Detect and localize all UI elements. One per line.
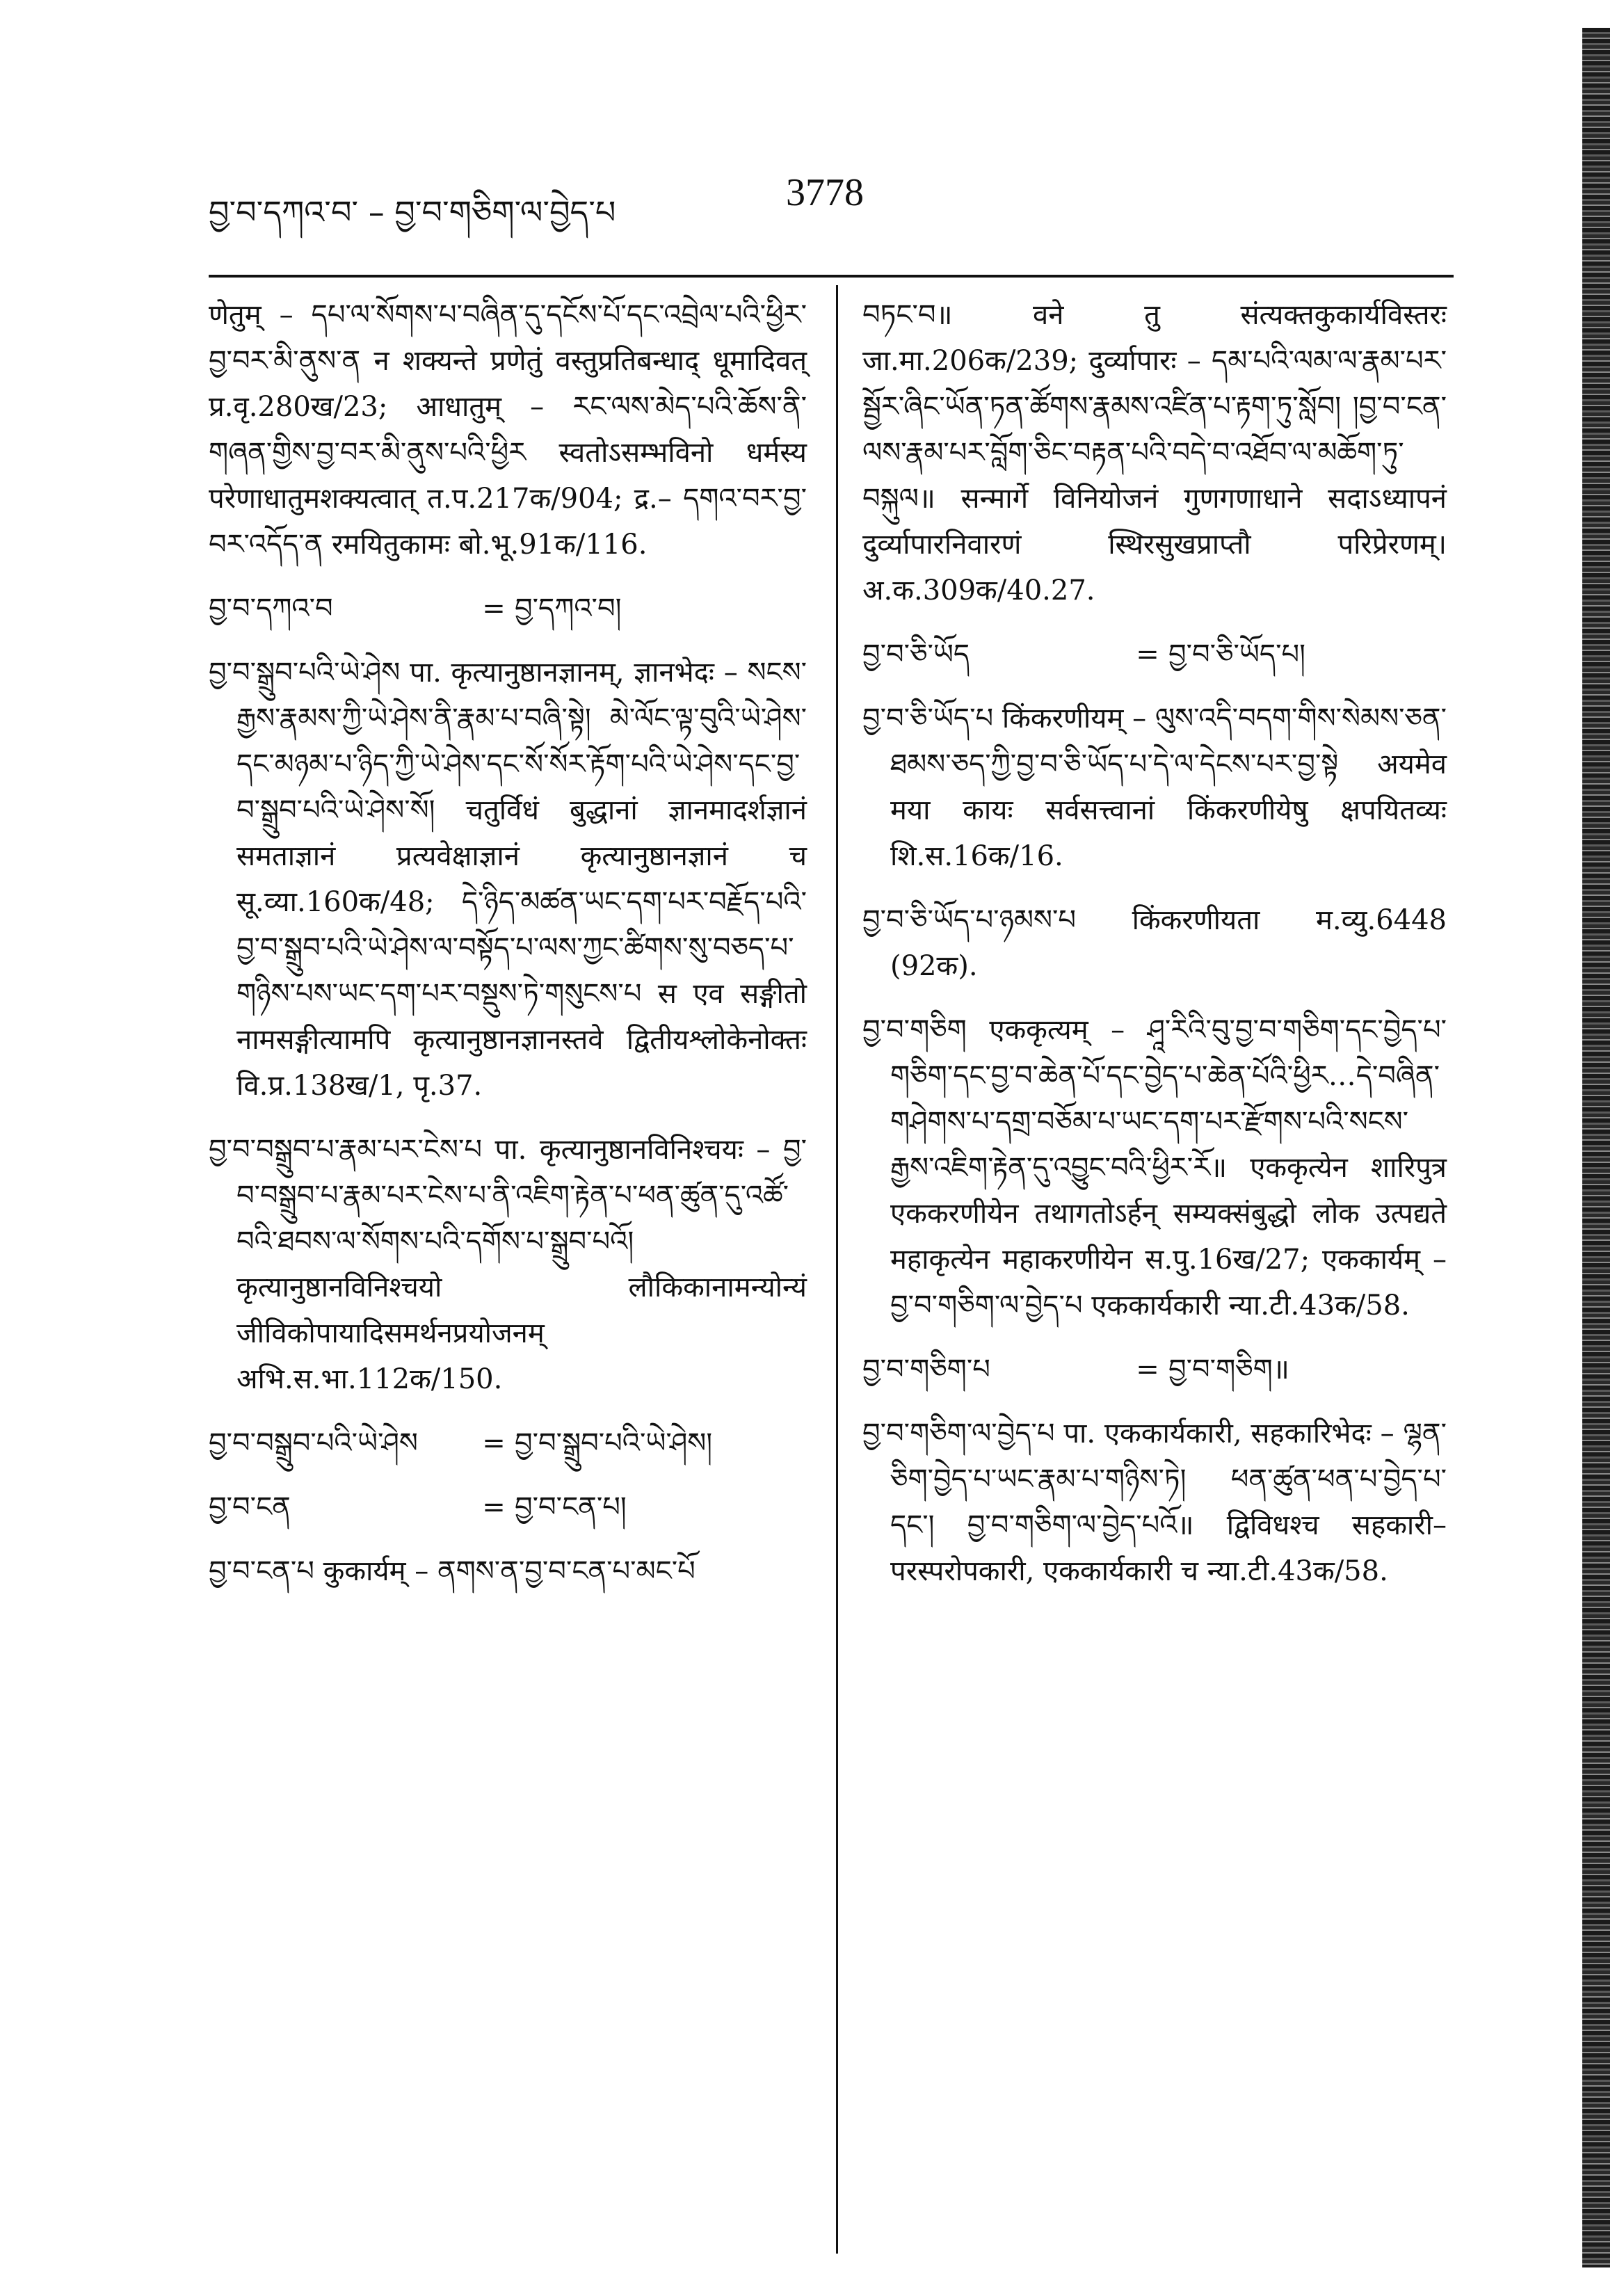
- dictionary-entry: བྱ་བ་སྒྲུབ་པའི་ཡེ་ཤེས पा. कृत्यानुष्ठानज्ञानम्, ज्ञानभेदः – སངས་རྒྱས་རྣམས་ཀྱི་ཡེ་ཤེས་ནི་རྣམ་པ་བཞི་སྟེ། མེ་ལོང་ལྟ་བུའི་ཡེ་ཤེས་དང་མཉམ་པ་ཉིད་ཀྱི་ཡེ་ཤེས་དང་སོ་སོར་རྟོག་པའི་ཡེ་ཤེས་དང་བྱ་བ་སྒྲུབ་པའི་ཡེ་ཤེས་སོ། चतुर्विधं बुद्धानां ज्ञानमादर्शज्ञानं समताज्ञानं प्रत्यवेक्षाज्ञानं कृत्यानुष्ठानज्ञानं च सू.व्या.160क/48; དེ་ཉིད་མཚན་ཡང་དག་པར་བརྗོད་པའི་བྱ་བ་སྒྲུབ་པའི་ཡེ་ཤེས་ལ་བསྟོད་པ་ལས་ཀྱང་ཚིགས་སུ་བཅད་པ་གཉིས་པས་ཡང་དག་པར་བསྡུས་ཏེ་གསུངས་པ स एव सङ्गीतो नामसङ्गीत्यामपि कृत्यानुष्ठानज्ञानस्तवे द्वितीयश्लोकेनोक्तः वि.प्र.138ख/1, पृ.37.: [209, 657, 807, 1102]
- cross-reference-entry: [209, 1484, 807, 1530]
- headword: བྱ་བ་དཀའ་བ: [209, 593, 333, 625]
- dictionary-entry: བྱ་བ་ཅི་ཡོད་པ་ཉམས་པ किंकरणीयता म.व्यु.6448 (92क).: [862, 904, 1447, 982]
- right-column: [862, 292, 1447, 1612]
- cross-reference-entry: [862, 632, 1447, 677]
- headword: བྱ་བ་ངན: [209, 1491, 291, 1523]
- equals-sign: =: [482, 1427, 506, 1459]
- cross-reference-entry: [862, 1347, 1447, 1392]
- headword: བྱ་བ་བསྒྲུབ་པའི་ཡེ་ཤེས: [209, 1427, 418, 1459]
- cross-reference-entry: [209, 586, 807, 632]
- column-divider: [836, 285, 838, 2254]
- equals-sign: =: [482, 593, 506, 625]
- page-number: 3778: [786, 171, 864, 214]
- dictionary-entry: བྱ་བ་གཅིག་ལ་བྱེད་པ पा. एककार्यकारी, सहकारिभेदः – ལྷན་ཅིག་བྱེད་པ་ཡང་རྣམ་པ་གཉིས་ཏེ། ཕན་ཚུན་ཕན་པ་བྱེད་པ་དང་། བྱ་བ་གཅིག་ལ་བྱེད་པའོ॥ द्विविधश्च सहकारी–परस्परोपकारी, एककार्यकारी च न्या.टी.43क/58.: [862, 1418, 1447, 1587]
- scanned-page-edge: [1582, 28, 1610, 2267]
- continued-entry: णेतुम् – དཔ་ལ་སོགས་པ་བཞིན་དུ་དངོས་པོ་དང་འབྲེལ་པའི་ཕྱིར་བྱ་བར་མི་ནུས་ན न शक्यन्ते प्रणेतुं वस्तुप्रतिबन्धाद् धूमादिवत् प्र.वृ.280ख/23; आधातुम् – རང་ལས་མེད་པའི་ཆོས་ནི་གཞན་གྱིས་བྱ་བར་མི་ནུས་པའི་ཕྱིར स्वतोऽसम्भविनो धर्मस्य परेणाधातुमशक्यत्वात् त.प.217क/904; द्र.– དགའ་བར་བྱ་བར་འདོད་ན रमयितुकामः बो.भू.91क/116.: [209, 299, 807, 561]
- cross-reference-target: བྱ་བ་སྒྲུབ་པའི་ཡེ་ཤེས།: [515, 1427, 713, 1459]
- left-column: [209, 292, 807, 1612]
- headword: བྱ་བ་ཅི་ཡོད: [862, 639, 970, 671]
- dictionary-entry: བྱ་བ་ངན་པ कुकार्यम् – ནགས་ན་བྱ་བ་ངན་པ་མང་པོ: [209, 1555, 696, 1587]
- cross-reference-target: བྱ་བ་ངན་པ།: [515, 1491, 627, 1523]
- equals-sign: =: [482, 1491, 506, 1523]
- dictionary-entry: བྱ་བ་ཅི་ཡོད་པ किंकरणीयम् – ལུས་འདི་བདག་གིས་སེམས་ཅན་ཐམས་ཅད་ཀྱི་བྱ་བ་ཅི་ཡོད་པ་དེ་ལ་དེངས་པར་བྱ་སྟེ अयमेव मया कायः सर्वसत्त्वानां किंकरणीयेषु क्षपयितव्यः शि.स.16क/16.: [862, 703, 1447, 872]
- cross-reference-target: བྱ་བ་གཅིག॥: [1168, 1354, 1289, 1386]
- equals-sign: =: [1136, 639, 1159, 671]
- header-rule: [209, 275, 1454, 278]
- equals-sign: =: [1136, 1354, 1159, 1386]
- continued-entry: བཏང་བ॥ वने तु संत्यक्तकुकार्यविस्तरः जा.मा.206क/239; दुर्व्यापारः – དམ་པའི་ལམ་ལ་རྣམ་པར་སྦྱོར་ཞིང་ཡོན་ཏན་ཚོགས་རྣམས་འཛིན་པ་རྟག་ཏུ་སློབ། །བྱ་བ་ངན་ལས་རྣམ་པར་བློག་ཅིང་བརྟན་པའི་བདེ་བ་འཐོབ་ལ་མཆོག་ཏུ་བསྐུལ॥ सन्मार्गे विनियोजनं गुणगणाधाने सदाऽध्यापनं दुर्व्यापारनिवारणं स्थिरसुखप्राप्तौ परिप्रेरणम्। अ.क.309क/40.27.: [862, 299, 1447, 607]
- dictionary-entry: བྱ་བ་བསྒྲུབ་པ་རྣམ་པར་ངེས་པ पा. कृत्यानुष्ठानविनिश्चयः – བྱ་བ་བསྒྲུབ་པ་རྣམ་པར་ངེས་པ་ནི་འཇིག་རྟེན་པ་ཕན་ཚུན་དུ་འཚོ་བའི་ཐབས་ལ་སོགས་པའི་དགོས་པ་སྒྲུབ་པའོ། कृत्यानुष्ठानविनिश्चयो लौकिकानामन्योन्यं जीविकोपायादिसमर्थनप्रयोजनम् अभि.स.भा.112क/150.: [209, 1134, 807, 1395]
- headword: བྱ་བ་གཅིག་པ: [862, 1354, 990, 1386]
- cross-reference-target: བྱ་བ་ཅི་ཡོད་པ།: [1168, 639, 1305, 671]
- running-head: བྱ་བ་དཀའ་བ་ – བྱ་བ་གཅིག་ལ་བྱེད་པ: [209, 193, 616, 231]
- cross-reference-target: བྱ་དཀའ་བ།: [515, 593, 622, 625]
- dictionary-entry: བྱ་བ་གཅིག एककृत्यम् – ཤཱ་རིའི་བུ་བྱ་བ་གཅིག་དང་བྱེད་པ་གཅིག་དང་བྱ་བ་ཆེན་པོ་དང་བྱེད་པ་ཆེན་པོའི་ཕྱིར…དེ་བཞིན་གཤེགས་པ་དགྲ་བཅོམ་པ་ཡང་དག་པར་རྫོགས་པའི་སངས་རྒྱས་འཇིག་རྟེན་དུ་འབྱུང་བའི་ཕྱིར་རོ॥ एककृत्येन शारिपुत्र एककरणीयेन तथागतोऽर्हन् सम्यक्संबुद्धो लोक उत्पद्यते महाकृत्येन महाकरणीयेन स.पु.16ख/27; एककार्यम् – བྱ་བ་གཅིག་ལ་བྱེད་པ एककार्यकारी न्या.टी.43क/58.: [862, 1014, 1447, 1322]
- cross-reference-entry: [209, 1420, 807, 1466]
